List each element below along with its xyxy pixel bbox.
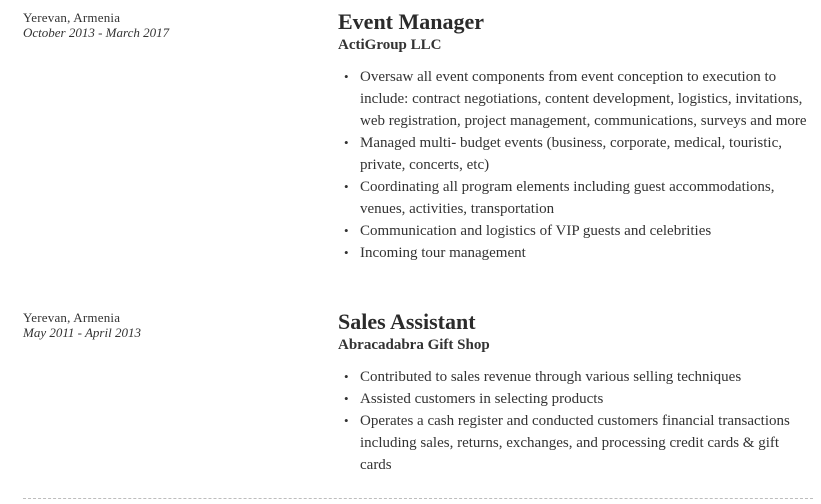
bullet-icon: • xyxy=(344,179,349,194)
bullet-icon: • xyxy=(344,135,349,150)
job-title: Sales Assistant xyxy=(338,309,476,334)
job-location: Yerevan, Armenia xyxy=(23,10,121,25)
job-details xyxy=(338,8,808,264)
job-bullet xyxy=(338,242,808,264)
job-company: ActiGroup LLC xyxy=(338,37,442,53)
job-dates: May 2011 - April 2013 xyxy=(23,325,141,340)
bullet-icon: • xyxy=(344,369,349,384)
job-bullet-text: Operates a cash register and conducted customers financial transactions including sales, returns, exchanges, and processing credit cards & gift cards xyxy=(360,413,790,473)
job-meta xyxy=(23,310,313,340)
bullet-icon: • xyxy=(344,223,349,238)
job-bullet-text: Coordinating all program elements including guest accommodations, venues, activities, transportation xyxy=(360,179,775,217)
job-company: Abracadabra Gift Shop xyxy=(338,337,490,353)
job-bullet xyxy=(338,176,808,220)
section-divider xyxy=(23,498,813,499)
job-bullet-text: Managed multi- budget events (business, corporate, medical, touristic, private, concerts, etc) xyxy=(360,135,782,173)
job-bullet-list xyxy=(338,366,808,476)
job-bullet xyxy=(338,388,808,410)
job-bullet xyxy=(338,220,808,242)
job-bullet xyxy=(338,66,808,132)
job-bullet-text: Contributed to sales revenue through various selling techniques xyxy=(360,369,742,385)
job-meta xyxy=(23,10,313,40)
bullet-icon: • xyxy=(344,69,349,84)
job-bullet xyxy=(338,410,808,476)
job-dates: October 2013 - March 2017 xyxy=(23,25,170,40)
job-bullet xyxy=(338,132,808,176)
job-bullet-text: Incoming tour management xyxy=(360,245,526,261)
bullet-icon: • xyxy=(344,413,349,428)
bullet-icon: • xyxy=(344,245,349,260)
job-bullet-text: Oversaw all event components from event conception to execution to include: contract negotiations, content development, logistics, invitations, web registration, project management, communications, surveys and more xyxy=(360,69,807,129)
job-location: Yerevan, Armenia xyxy=(23,310,121,325)
bullet-icon: • xyxy=(344,391,349,406)
job-bullet-list xyxy=(338,66,808,264)
job-bullet-text: Communication and logistics of VIP guests and celebrities xyxy=(360,223,712,239)
job-title: Event Manager xyxy=(338,9,485,34)
job-bullet-text: Assisted customers in selecting products xyxy=(360,391,604,407)
job-bullet xyxy=(338,366,808,388)
job-details xyxy=(338,308,808,476)
